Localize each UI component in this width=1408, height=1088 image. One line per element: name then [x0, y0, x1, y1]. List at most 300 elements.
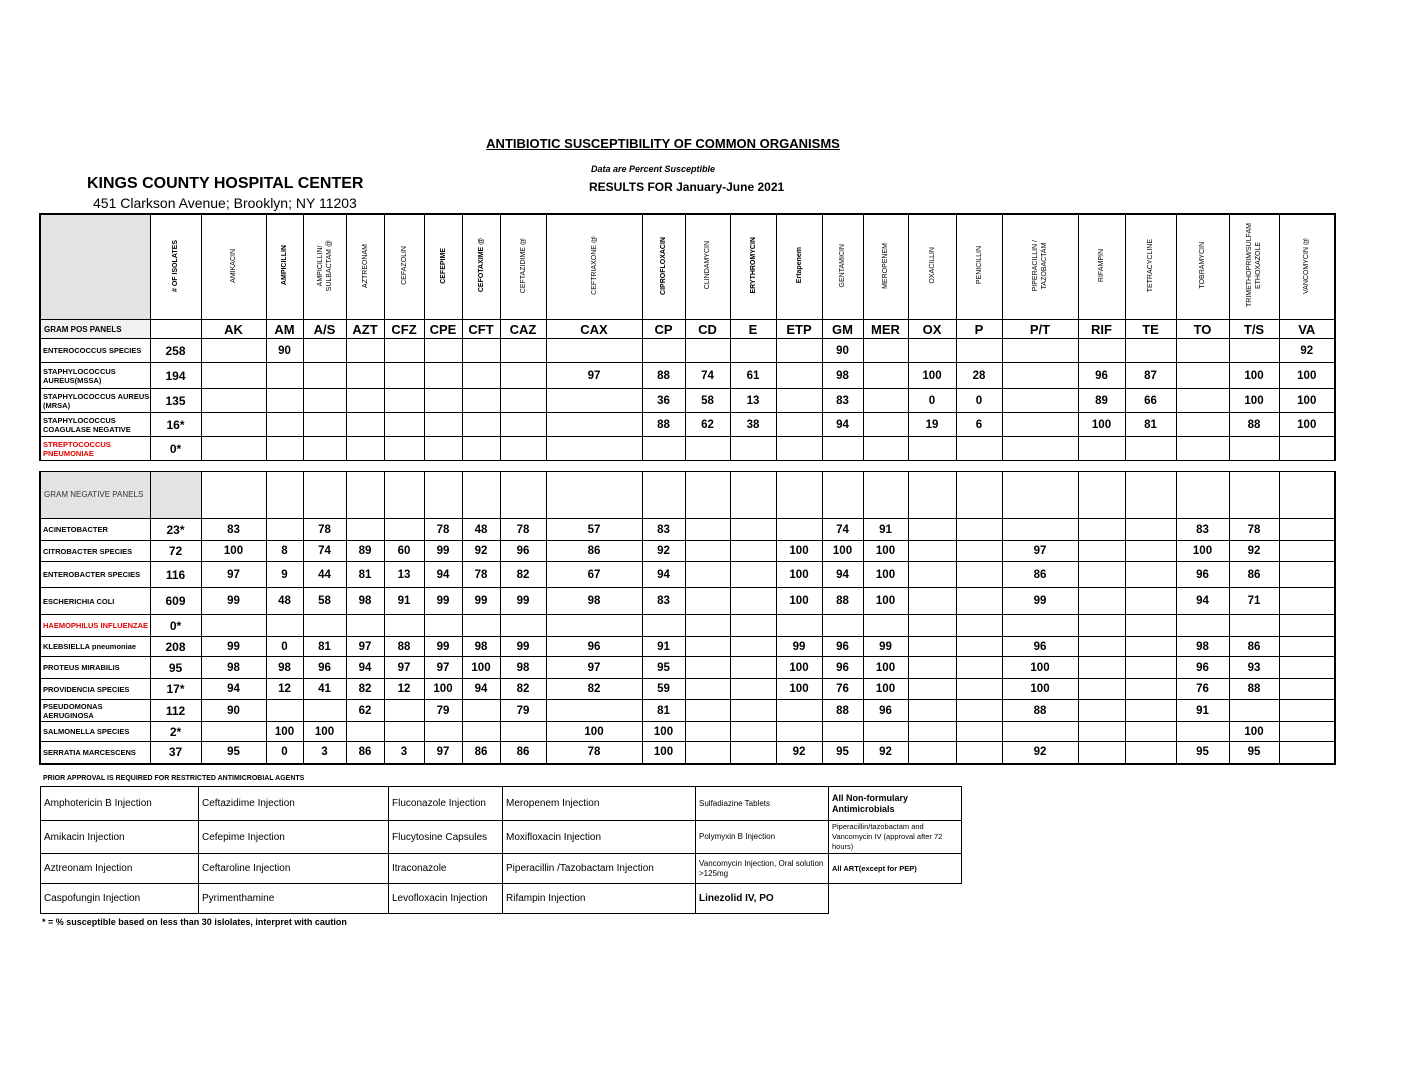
- susceptibility-value: [685, 722, 730, 742]
- susceptibility-value: 87: [1125, 363, 1176, 389]
- susceptibility-value: 13: [730, 389, 776, 413]
- susceptibility-value: [201, 363, 266, 389]
- neg-header-blank: [1229, 472, 1279, 519]
- susceptibility-value: [1279, 657, 1335, 679]
- organism-row: [40, 541, 1335, 562]
- drug-name: VANCOMYCIN @: [1303, 237, 1311, 294]
- susceptibility-value: [956, 742, 1002, 764]
- susceptibility-value: [685, 700, 730, 722]
- susceptibility-value: [730, 519, 776, 541]
- susceptibility-value: 81: [642, 700, 685, 722]
- header-blank: [40, 214, 150, 320]
- restricted-row: [41, 787, 962, 821]
- susceptibility-value: [863, 437, 908, 461]
- organism-name: SERRATIA MARCESCENS: [40, 742, 150, 764]
- susceptibility-value: [266, 413, 303, 437]
- neg-header-blank: [384, 472, 424, 519]
- susceptibility-value: 100: [776, 657, 822, 679]
- susceptibility-value: [1279, 722, 1335, 742]
- susceptibility-value: [1078, 637, 1125, 657]
- susceptibility-value: 100: [546, 722, 642, 742]
- susceptibility-value: [424, 389, 462, 413]
- restricted-agent: Levofloxacin Injection: [389, 884, 503, 914]
- susceptibility-value: 94: [462, 679, 500, 700]
- susceptibility-value: 76: [822, 679, 863, 700]
- susceptibility-value: 91: [1176, 700, 1229, 722]
- susceptibility-value: 98: [500, 657, 546, 679]
- susceptibility-value: 98: [266, 657, 303, 679]
- susceptibility-value: [1125, 657, 1176, 679]
- susceptibility-value: 100: [1279, 363, 1335, 389]
- organism-row: [40, 562, 1335, 588]
- susceptibility-value: [908, 742, 956, 764]
- susceptibility-value: 86: [546, 541, 642, 562]
- susceptibility-value: 59: [642, 679, 685, 700]
- restricted-agent: All Non-formulary Antimicrobials: [829, 787, 962, 821]
- susceptibility-value: 100: [1229, 363, 1279, 389]
- drug-abbr: CAZ: [500, 320, 546, 339]
- susceptibility-value: [908, 541, 956, 562]
- neg-header-blank: [546, 472, 642, 519]
- susceptibility-value: 90: [822, 339, 863, 363]
- susceptibility-value: 100: [1229, 389, 1279, 413]
- susceptibility-value: [776, 413, 822, 437]
- drug-name: CLINDAMYCIN: [704, 241, 711, 290]
- page-title: ANTIBIOTIC SUSCEPTIBILITY OF COMMON ORGANISMS: [486, 136, 840, 151]
- susceptibility-value: 62: [685, 413, 730, 437]
- susceptibility-value: [201, 722, 266, 742]
- neg-header-blank: [346, 472, 384, 519]
- susceptibility-value: [462, 615, 500, 637]
- susceptibility-value: [730, 657, 776, 679]
- neg-header-blank: [1002, 472, 1078, 519]
- susceptibility-value: [1078, 588, 1125, 615]
- susceptibility-value: 82: [500, 562, 546, 588]
- organism-row: [40, 363, 1335, 389]
- susceptibility-value: [822, 615, 863, 637]
- susceptibility-value: [776, 339, 822, 363]
- header-drug: [424, 214, 462, 320]
- susceptibility-value: [500, 389, 546, 413]
- susceptibility-value: 74: [303, 541, 346, 562]
- header-drug: [1002, 214, 1078, 320]
- susceptibility-value: [730, 588, 776, 615]
- susceptibility-value: [730, 679, 776, 700]
- susceptibility-value: [1279, 679, 1335, 700]
- organism-name: STAPHYLOCOCCUS AUREUS (MRSA): [40, 389, 150, 413]
- susceptibility-value: 67: [546, 562, 642, 588]
- drug-abbr: AM: [266, 320, 303, 339]
- susceptibility-value: [266, 363, 303, 389]
- susceptibility-value: [642, 615, 685, 637]
- drug-name: GENTAMICIN: [839, 243, 846, 288]
- susceptibility-value: 19: [908, 413, 956, 437]
- susceptibility-value: 79: [500, 700, 546, 722]
- susceptibility-value: 100: [776, 541, 822, 562]
- susceptibility-value: 96: [1078, 363, 1125, 389]
- neg-header-blank: [1125, 472, 1176, 519]
- susceptibility-value: [1002, 437, 1078, 461]
- susceptibility-value: 100: [822, 541, 863, 562]
- susceptibility-value: 79: [424, 700, 462, 722]
- drug-name: AMIKACIN: [230, 248, 237, 283]
- susceptibility-value: [462, 339, 500, 363]
- neg-header-blank: [424, 472, 462, 519]
- drug-name: TRIMETHOPRIM/SULFAM ETHOXAZOLE: [1246, 223, 1262, 308]
- susceptibility-value: 91: [642, 637, 685, 657]
- susceptibility-value: [424, 722, 462, 742]
- drug-name: CEFOTAXIME @: [477, 238, 485, 293]
- susceptibility-value: 81: [346, 562, 384, 588]
- susceptibility-value: [346, 339, 384, 363]
- susceptibility-value: 82: [546, 679, 642, 700]
- neg-isolates-blank: [150, 472, 201, 519]
- restricted-row: [41, 854, 962, 884]
- susceptibility-value: 94: [642, 562, 685, 588]
- isolate-count: 95: [150, 657, 201, 679]
- susceptibility-value: [956, 519, 1002, 541]
- susceptibility-value: 48: [266, 588, 303, 615]
- susceptibility-value: [1078, 562, 1125, 588]
- susceptibility-value: 99: [424, 588, 462, 615]
- organism-name: PROTEUS MIRABILIS: [40, 657, 150, 679]
- susceptibility-value: [1176, 615, 1229, 637]
- susceptibility-value: 100: [776, 679, 822, 700]
- susceptibility-value: 94: [822, 562, 863, 588]
- susceptibility-value: [546, 389, 642, 413]
- susceptibility-value: [1002, 722, 1078, 742]
- abbr-blank: [150, 320, 201, 339]
- drug-abbr: TE: [1125, 320, 1176, 339]
- susceptibility-value: [346, 389, 384, 413]
- susceptibility-value: 88: [384, 637, 424, 657]
- subtitle: Data are Percent Susceptible: [591, 164, 716, 174]
- drug-name: MEROPENEM: [882, 242, 889, 289]
- susceptibility-value: 97: [201, 562, 266, 588]
- susceptibility-value: 97: [546, 657, 642, 679]
- neg-header-blank: [956, 472, 1002, 519]
- susceptibility-value: [346, 437, 384, 461]
- susceptibility-value: 0: [908, 389, 956, 413]
- susceptibility-value: 83: [201, 519, 266, 541]
- susceptibility-value: [685, 615, 730, 637]
- susceptibility-value: 95: [642, 657, 685, 679]
- susceptibility-value: [956, 339, 1002, 363]
- susceptibility-value: [346, 722, 384, 742]
- susceptibility-value: [1002, 615, 1078, 637]
- susceptibility-value: [462, 413, 500, 437]
- susceptibility-value: [1279, 519, 1335, 541]
- susceptibility-value: [685, 562, 730, 588]
- susceptibility-value: [1125, 541, 1176, 562]
- susceptibility-value: [424, 363, 462, 389]
- neg-header-blank: [863, 472, 908, 519]
- susceptibility-value: [1125, 700, 1176, 722]
- organism-name: ESCHERICHIA COLI: [40, 588, 150, 615]
- susceptibility-value: [500, 339, 546, 363]
- susceptibility-value: 100: [863, 657, 908, 679]
- neg-header-blank: [1078, 472, 1125, 519]
- susceptibility-value: [424, 339, 462, 363]
- susceptibility-value: [730, 562, 776, 588]
- restricted-agent: Moxifloxacin Injection: [503, 821, 696, 854]
- susceptibility-value: 100: [863, 588, 908, 615]
- organism-row: [40, 637, 1335, 657]
- panel-label-gram-neg: GRAM NEGATIVE PANELS: [40, 472, 150, 519]
- isolate-count: 2*: [150, 722, 201, 742]
- susceptibility-value: [730, 541, 776, 562]
- susceptibility-value: 96: [822, 657, 863, 679]
- susceptibility-value: [956, 562, 1002, 588]
- susceptibility-value: [500, 722, 546, 742]
- organism-name: ENTEROBACTER SPECIES: [40, 562, 150, 588]
- susceptibility-value: 96: [1176, 657, 1229, 679]
- susceptibility-value: [1125, 615, 1176, 637]
- susceptibility-value: [201, 413, 266, 437]
- susceptibility-value: 99: [500, 637, 546, 657]
- susceptibility-value: [908, 700, 956, 722]
- susceptibility-value: 100: [424, 679, 462, 700]
- susceptibility-value: [266, 615, 303, 637]
- organism-name: STREPTOCOCCUS PNEUMONIAE: [40, 437, 150, 461]
- neg-header-blank: [201, 472, 266, 519]
- susceptibility-value: [1229, 437, 1279, 461]
- susceptibility-value: 60: [384, 541, 424, 562]
- susceptibility-value: 94: [424, 562, 462, 588]
- susceptibility-value: 96: [1002, 637, 1078, 657]
- susceptibility-value: [685, 519, 730, 541]
- susceptibility-value: [384, 519, 424, 541]
- drug-abbr: AZT: [346, 320, 384, 339]
- restricted-agent: [829, 884, 962, 914]
- susceptibility-value: 83: [642, 588, 685, 615]
- susceptibility-value: [1279, 700, 1335, 722]
- neg-header-blank: [908, 472, 956, 519]
- susceptibility-value: [908, 637, 956, 657]
- drug-name: CEFAZOLIN: [400, 246, 408, 285]
- isolate-count: 37: [150, 742, 201, 764]
- isolate-count: 194: [150, 363, 201, 389]
- susceptibility-value: 100: [1078, 413, 1125, 437]
- susceptibility-value: 81: [303, 637, 346, 657]
- results-period: RESULTS FOR January-June 2021: [589, 180, 785, 194]
- organism-name: KLEBSIELLA pneumoniae: [40, 637, 150, 657]
- drug-name: AMPICILLIN/ SULBACTAM @: [316, 239, 333, 292]
- organism-row: [40, 679, 1335, 700]
- isolate-count: 112: [150, 700, 201, 722]
- susceptibility-value: [1125, 679, 1176, 700]
- header-drug: [685, 214, 730, 320]
- susceptibility-value: [266, 700, 303, 722]
- susceptibility-value: [776, 615, 822, 637]
- susceptibility-value: [956, 657, 1002, 679]
- isolate-count: 208: [150, 637, 201, 657]
- susceptibility-value: 92: [863, 742, 908, 764]
- susceptibility-value: 96: [500, 541, 546, 562]
- susceptibility-value: [384, 615, 424, 637]
- susceptibility-value: 96: [822, 637, 863, 657]
- header-drug: [1229, 214, 1279, 320]
- susceptibility-value: [384, 413, 424, 437]
- susceptibility-value: [908, 339, 956, 363]
- susceptibility-value: 94: [346, 657, 384, 679]
- susceptibility-value: [685, 588, 730, 615]
- susceptibility-value: [546, 339, 642, 363]
- susceptibility-value: 90: [266, 339, 303, 363]
- susceptibility-value: 100: [1279, 413, 1335, 437]
- drug-abbr: OX: [908, 320, 956, 339]
- susceptibility-value: 3: [303, 742, 346, 764]
- susceptibility-value: [1078, 657, 1125, 679]
- drug-name: ERYTHROMYCIN: [749, 237, 757, 294]
- susceptibility-value: 88: [822, 588, 863, 615]
- susceptibility-value: [384, 722, 424, 742]
- drug-name: AMPICILLIN: [281, 245, 288, 286]
- hospital-address: 451 Clarkson Avenue; Brooklyn; NY 11203: [93, 195, 357, 211]
- drug-name: OXACILLIN: [928, 247, 936, 284]
- susceptibility-value: 81: [1125, 413, 1176, 437]
- susceptibility-value: 76: [1176, 679, 1229, 700]
- drug-name: TOBRAMYCIN: [1199, 242, 1206, 289]
- susceptibility-value: 86: [1002, 562, 1078, 588]
- susceptibility-value: [1176, 413, 1229, 437]
- susceptibility-value: 74: [685, 363, 730, 389]
- susceptibility-value: 97: [384, 657, 424, 679]
- susceptibility-value: 92: [642, 541, 685, 562]
- susceptibility-value: 57: [546, 519, 642, 541]
- header-drug: [730, 214, 776, 320]
- susceptibility-value: [1078, 679, 1125, 700]
- neg-header-blank: [1279, 472, 1335, 519]
- organism-name: ENTEROCOCCUS SPECIES: [40, 339, 150, 363]
- susceptibility-value: 89: [346, 541, 384, 562]
- susceptibility-value: [956, 637, 1002, 657]
- isolate-count: 0*: [150, 615, 201, 637]
- susceptibility-value: [776, 389, 822, 413]
- susceptibility-value: 98: [546, 588, 642, 615]
- susceptibility-value: [730, 339, 776, 363]
- drug-abbr: TO: [1176, 320, 1229, 339]
- restricted-row: [41, 821, 962, 854]
- susceptibility-value: 89: [1078, 389, 1125, 413]
- susceptibility-value: [1125, 519, 1176, 541]
- susceptibility-value: [1125, 562, 1176, 588]
- susceptibility-value: 100: [776, 562, 822, 588]
- susceptibility-value: 88: [822, 700, 863, 722]
- restricted-agent: Polymyxin B Injection: [696, 821, 829, 854]
- organism-row: [40, 615, 1335, 637]
- susceptibility-value: [1125, 339, 1176, 363]
- susceptibility-value: [685, 339, 730, 363]
- susceptibility-value: [462, 437, 500, 461]
- susceptibility-value: 86: [1229, 562, 1279, 588]
- susceptibility-value: 88: [642, 363, 685, 389]
- susceptibility-value: [500, 437, 546, 461]
- organism-name: HAEMOPHILUS INFLUENZAE: [40, 615, 150, 637]
- isolate-count: 609: [150, 588, 201, 615]
- susceptibility-value: 58: [303, 588, 346, 615]
- susceptibility-value: 48: [462, 519, 500, 541]
- susceptibility-value: [1229, 339, 1279, 363]
- susceptibility-value: [303, 389, 346, 413]
- drug-abbr: ETP: [776, 320, 822, 339]
- susceptibility-value: [1176, 339, 1229, 363]
- susceptibility-value: [266, 437, 303, 461]
- susceptibility-value: [822, 437, 863, 461]
- susceptibility-value: 83: [642, 519, 685, 541]
- header-drug: [1125, 214, 1176, 320]
- susceptibility-value: [822, 722, 863, 742]
- organism-row: [40, 519, 1335, 541]
- susceptibility-value: [266, 519, 303, 541]
- susceptibility-value: [730, 722, 776, 742]
- susceptibility-value: 96: [303, 657, 346, 679]
- susceptibility-value: [730, 700, 776, 722]
- susceptibility-value: 100: [863, 562, 908, 588]
- susceptibility-value: 12: [384, 679, 424, 700]
- susceptibility-value: 99: [201, 588, 266, 615]
- susceptibility-value: [424, 615, 462, 637]
- header-drug: [956, 214, 1002, 320]
- susceptibility-value: [685, 637, 730, 657]
- organism-name: STAPHYLOCOCCUS AUREUS(MSSA): [40, 363, 150, 389]
- drug-abbr: MER: [863, 320, 908, 339]
- susceptibility-table: [39, 213, 1336, 765]
- susceptibility-value: [956, 700, 1002, 722]
- susceptibility-value: 78: [1229, 519, 1279, 541]
- drug-abbr: CD: [685, 320, 730, 339]
- restricted-agent: Ceftazidime Injection: [199, 787, 389, 821]
- susceptibility-value: 98: [462, 637, 500, 657]
- susceptibility-value: [863, 722, 908, 742]
- organism-name: SALMONELLA SPECIES: [40, 722, 150, 742]
- susceptibility-value: [266, 389, 303, 413]
- susceptibility-value: [776, 437, 822, 461]
- susceptibility-value: [346, 363, 384, 389]
- susceptibility-value: 91: [384, 588, 424, 615]
- drug-abbr: T/S: [1229, 320, 1279, 339]
- drug-name: CEFTAZIDIME @: [519, 237, 527, 294]
- prior-approval-note: PRIOR APPROVAL IS REQUIRED FOR RESTRICTED ANTIMICROBIAL AGENTS: [43, 775, 305, 782]
- susceptibility-value: 96: [546, 637, 642, 657]
- drug-name: Ertapenem: [795, 247, 803, 284]
- susceptibility-value: [685, 437, 730, 461]
- susceptibility-value: [776, 700, 822, 722]
- susceptibility-value: 90: [201, 700, 266, 722]
- susceptibility-value: [500, 413, 546, 437]
- susceptibility-value: [384, 700, 424, 722]
- susceptibility-value: [1125, 437, 1176, 461]
- susceptibility-value: 96: [863, 700, 908, 722]
- susceptibility-value: [1125, 588, 1176, 615]
- susceptibility-value: 100: [1176, 541, 1229, 562]
- susceptibility-value: [956, 588, 1002, 615]
- susceptibility-value: [1078, 615, 1125, 637]
- susceptibility-value: [863, 615, 908, 637]
- susceptibility-value: 100: [1229, 722, 1279, 742]
- susceptibility-value: [462, 700, 500, 722]
- susceptibility-value: [908, 722, 956, 742]
- susceptibility-value: 99: [424, 541, 462, 562]
- header-drug: [863, 214, 908, 320]
- section-gap: [40, 461, 1335, 472]
- susceptibility-value: 82: [346, 679, 384, 700]
- susceptibility-value: [642, 339, 685, 363]
- header-drug: [266, 214, 303, 320]
- susceptibility-value: [346, 413, 384, 437]
- susceptibility-value: [776, 722, 822, 742]
- organism-name: STAPHYLOCOCCUS COAGULASE NEGATIVE: [40, 413, 150, 437]
